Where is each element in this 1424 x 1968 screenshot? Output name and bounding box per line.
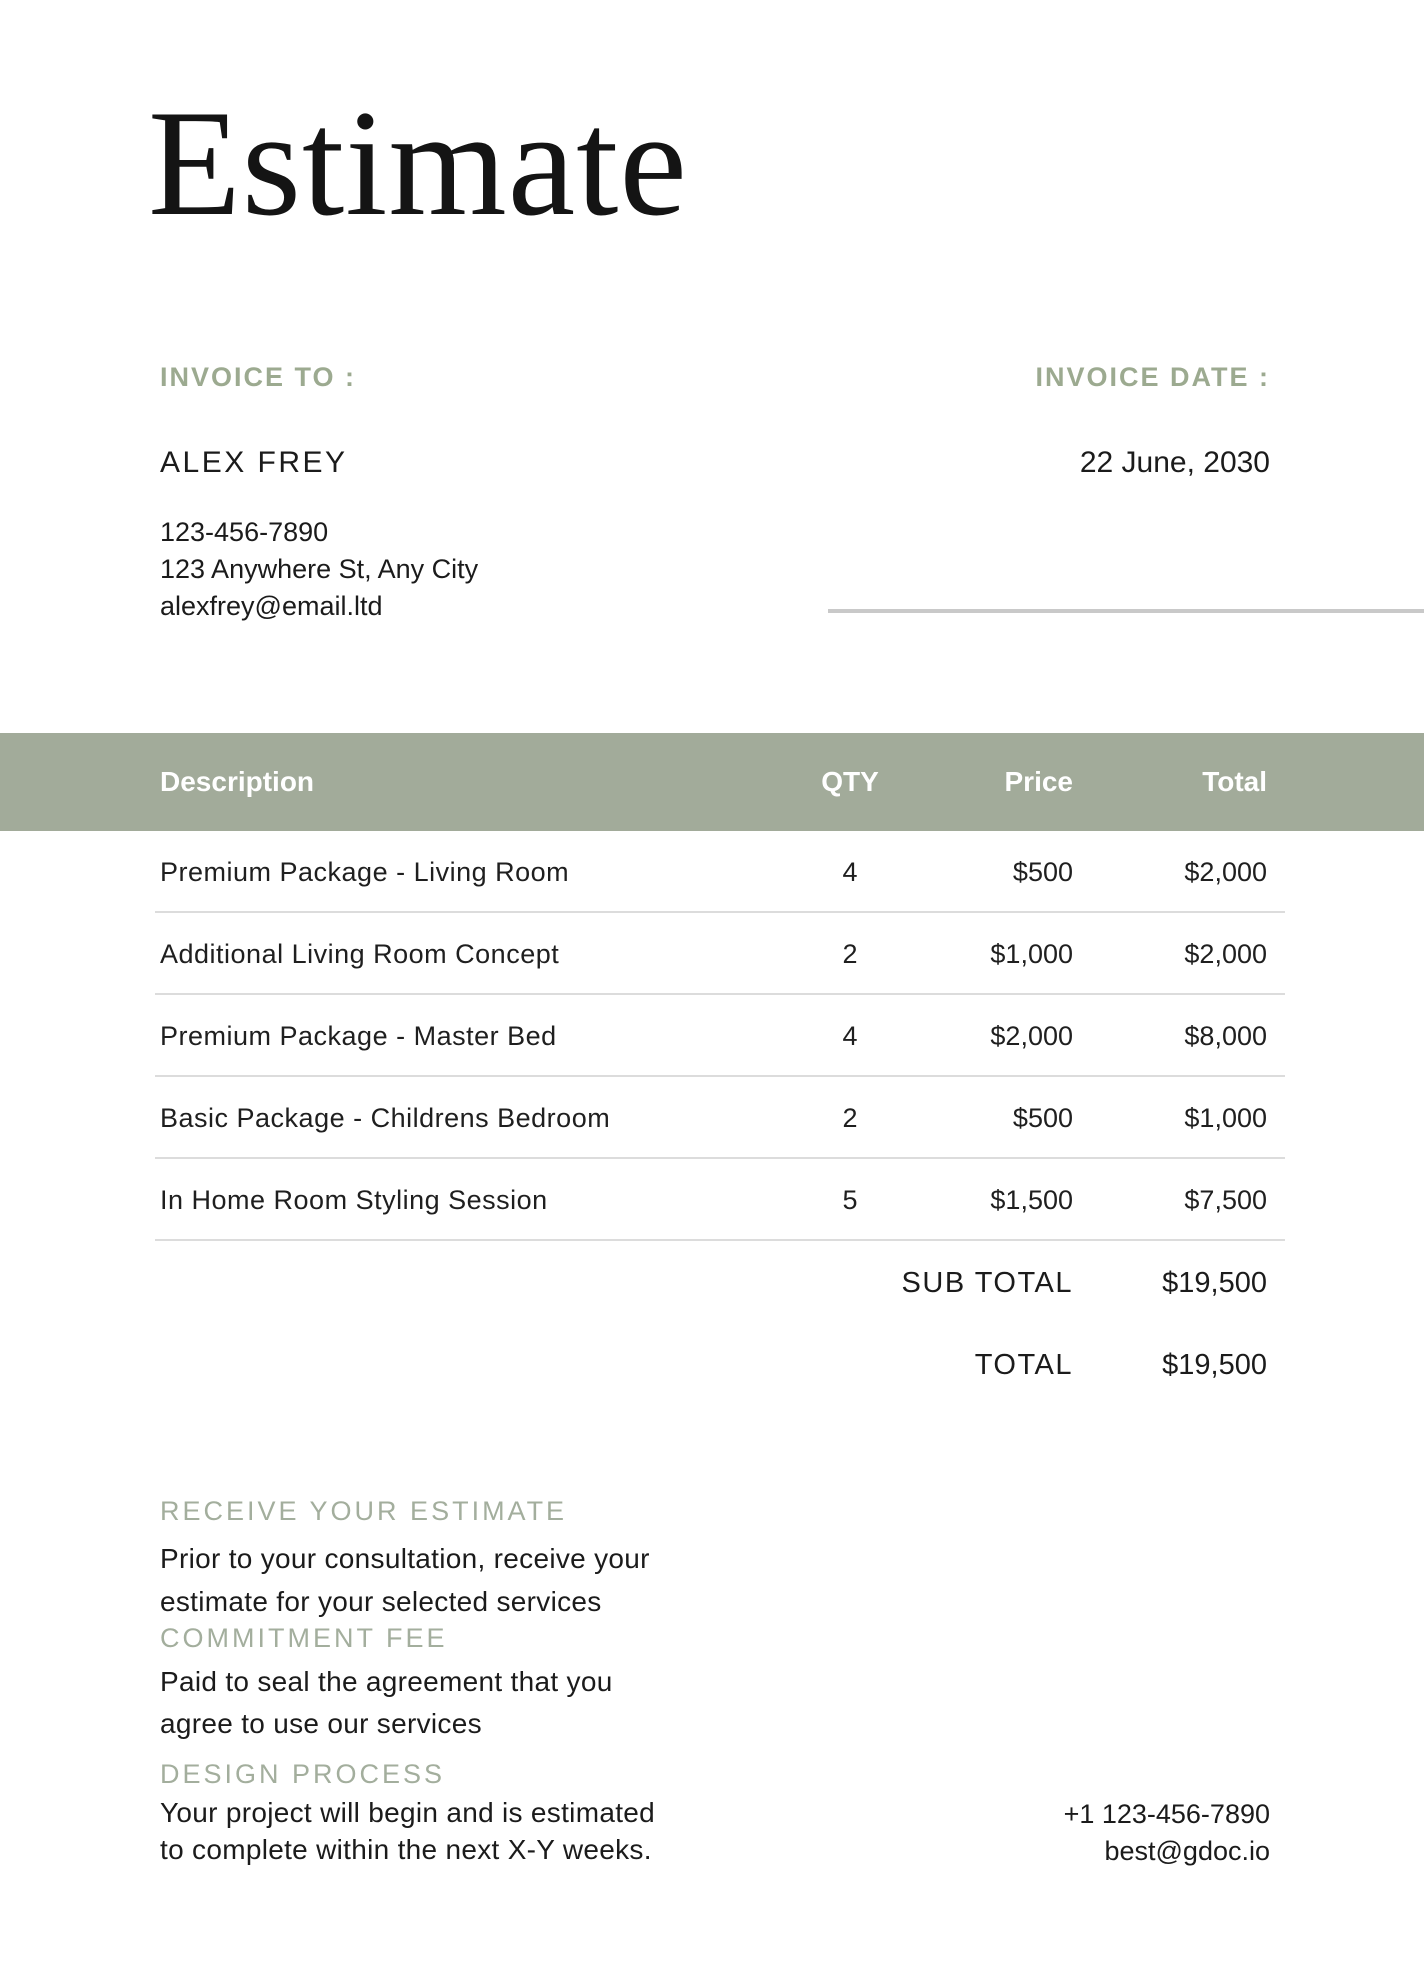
row-total: $2,000 [1184,939,1267,969]
row-price: $1,500 [990,1185,1073,1215]
section-body-receive-estimate [160,1537,650,1623]
section-body-line: agree to use our services [160,1708,482,1739]
column-header-qty: QTY [821,766,879,797]
invoice-date-label: INVOICE DATE : [1035,362,1270,392]
invoice-to-phone: 123-456-7890 [160,517,329,547]
row-total: $2,000 [1184,857,1267,887]
items-table-header [0,733,1424,831]
table-row [0,1159,1424,1241]
section-heading-design-process: DESIGN PROCESS [160,1759,446,1789]
footer-email: best@gdoc.io [1104,1836,1270,1866]
subtotal-row [0,1263,1424,1303]
row-qty: 4 [842,1021,858,1051]
invoice-to-label: INVOICE TO : [160,362,357,392]
page-title: Estimate [148,79,688,247]
row-description: In Home Room Styling Session [160,1185,548,1215]
column-header-description: Description [160,766,315,797]
subtotal-value: $19,500 [1162,1267,1267,1299]
row-price: $500 [1012,1103,1073,1133]
section-body-commitment-fee [160,1661,613,1745]
row-price: $500 [1012,857,1073,887]
total-label: TOTAL [974,1349,1073,1381]
section-body-line: estimate for your selected services [160,1586,602,1617]
invoice-date-value: 22 June, 2030 [1079,446,1270,479]
items-table-body [0,831,1424,1241]
row-separator [155,1239,1285,1241]
section-body-line: to complete within the next X-Y weeks. [160,1834,652,1865]
column-header-total: Total [1202,766,1267,797]
table-row [0,995,1424,1077]
row-total: $7,500 [1184,1185,1267,1215]
section-body-design-process [160,1794,655,1868]
row-total: $1,000 [1184,1103,1267,1133]
table-row [0,1077,1424,1159]
table-row [0,913,1424,995]
row-qty: 2 [842,939,858,969]
column-header-price: Price [1004,766,1073,797]
row-qty: 5 [842,1185,858,1215]
invoice-to-name: ALEX FREY [160,446,348,479]
invoice-to-address: 123 Anywhere St, Any City [160,554,479,584]
section-body-line: Prior to your consultation, receive your [160,1543,650,1574]
row-description: Premium Package - Living Room [160,857,570,887]
invoice-to-contact-block [160,514,478,625]
row-description: Basic Package - Childrens Bedroom [160,1103,611,1133]
row-qty: 4 [842,857,858,887]
table-row [0,831,1424,913]
row-description: Premium Package - Master Bed [160,1021,557,1051]
footer-phone: +1 123-456-7890 [1063,1799,1270,1829]
row-price: $1,000 [990,939,1073,969]
total-row [0,1345,1424,1385]
invoice-date-underline [828,609,1424,613]
section-heading-commitment-fee: COMMITMENT FEE [160,1623,448,1653]
section-body-line: Paid to seal the agreement that you [160,1666,613,1697]
row-total: $8,000 [1184,1021,1267,1051]
total-value: $19,500 [1162,1349,1267,1381]
invoice-to-email: alexfrey@email.ltd [160,591,383,621]
row-description: Additional Living Room Concept [160,939,560,969]
row-price: $2,000 [990,1021,1073,1051]
footer-contact-block [1064,1796,1270,1870]
subtotal-label: SUB TOTAL [901,1267,1073,1299]
section-heading-receive-estimate: RECEIVE YOUR ESTIMATE [160,1496,568,1526]
section-body-line: Your project will begin and is estimated [160,1797,656,1828]
row-qty: 2 [842,1103,858,1133]
